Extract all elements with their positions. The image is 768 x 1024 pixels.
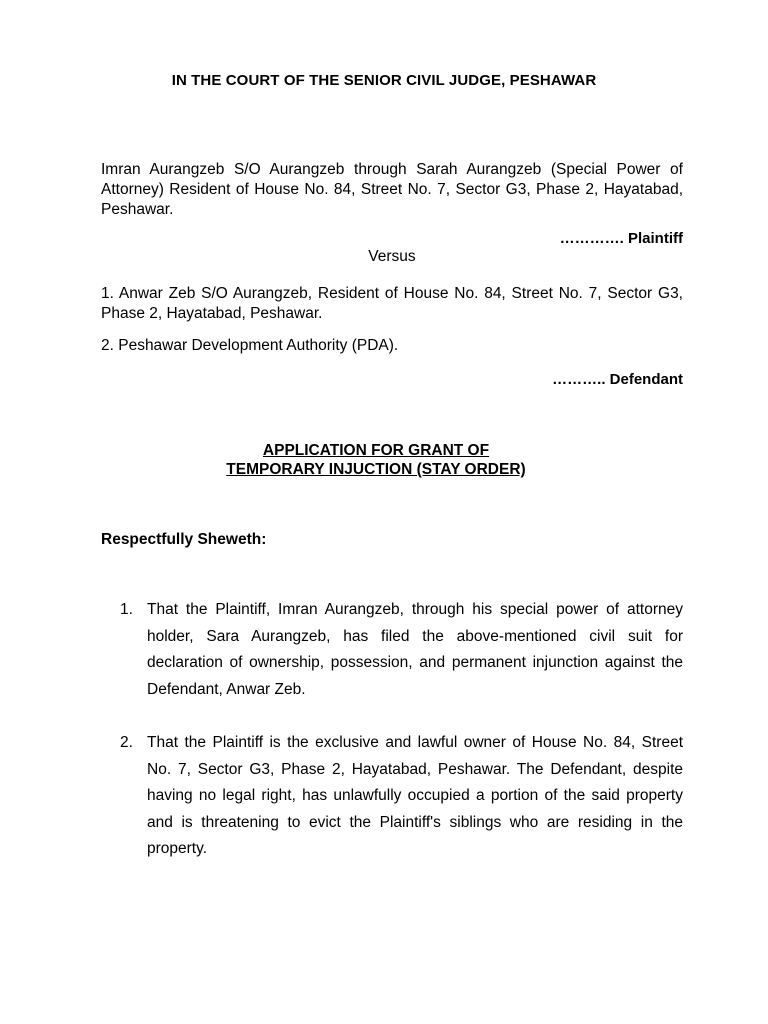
- paragraph-number: 2.: [120, 734, 133, 751]
- paragraph-number: 1.: [120, 601, 133, 618]
- application-title: [0, 441, 752, 479]
- plaintiff-label: …………. Plaintiff: [559, 230, 683, 247]
- defendant-label: ……….. Defendant: [552, 371, 683, 388]
- paragraph-text: That the Plaintiff is the exclusive and lawful owner of House No. 84, Street No. 7, Sector G3, Phase 2, Hayatabad, Peshawar. The Defendant, despite having no legal right, has unlawfully occupied a portion of the said property and is threatening to evict the Plaintiff's siblings who are residing in the property.: [147, 734, 683, 857]
- salutation: Respectfully Sheweth:: [101, 531, 267, 548]
- paragraph-1: [120, 597, 683, 703]
- defendant-1-description: 1. Anwar Zeb S/O Aurangzeb, Resident of House No. 84, Street No. 7, Sector G3, Phase 2, Hayatabad, Peshawar.: [101, 285, 683, 322]
- plaintiff-description: Imran Aurangzeb S/O Aurangzeb through Sarah Aurangzeb (Special Power of Attorney) Resident of House No. 84, Street No. 7, Sector G3, Phase 2, Hayatabad, Peshawar.: [101, 161, 683, 218]
- paragraph-2: [120, 730, 683, 863]
- defendant-2-description: 2. Peshawar Development Authority (PDA).: [101, 337, 399, 354]
- versus-label: Versus: [368, 248, 416, 265]
- paragraph-text: That the Plaintiff, Imran Aurangzeb, through his special power of attorney holder, Sara Aurangzeb, has filed the above-mentioned civil suit for declaration of ownership, possession, and permanent injunction against the Defendant, Anwar Zeb.: [147, 601, 683, 698]
- court-title: IN THE COURT OF THE SENIOR CIVIL JUDGE, PESHAWAR: [171, 72, 597, 89]
- application-title-line-2: TEMPORARY INJUCTION (STAY ORDER): [226, 461, 526, 478]
- application-title-line-1: APPLICATION FOR GRANT OF: [262, 442, 490, 459]
